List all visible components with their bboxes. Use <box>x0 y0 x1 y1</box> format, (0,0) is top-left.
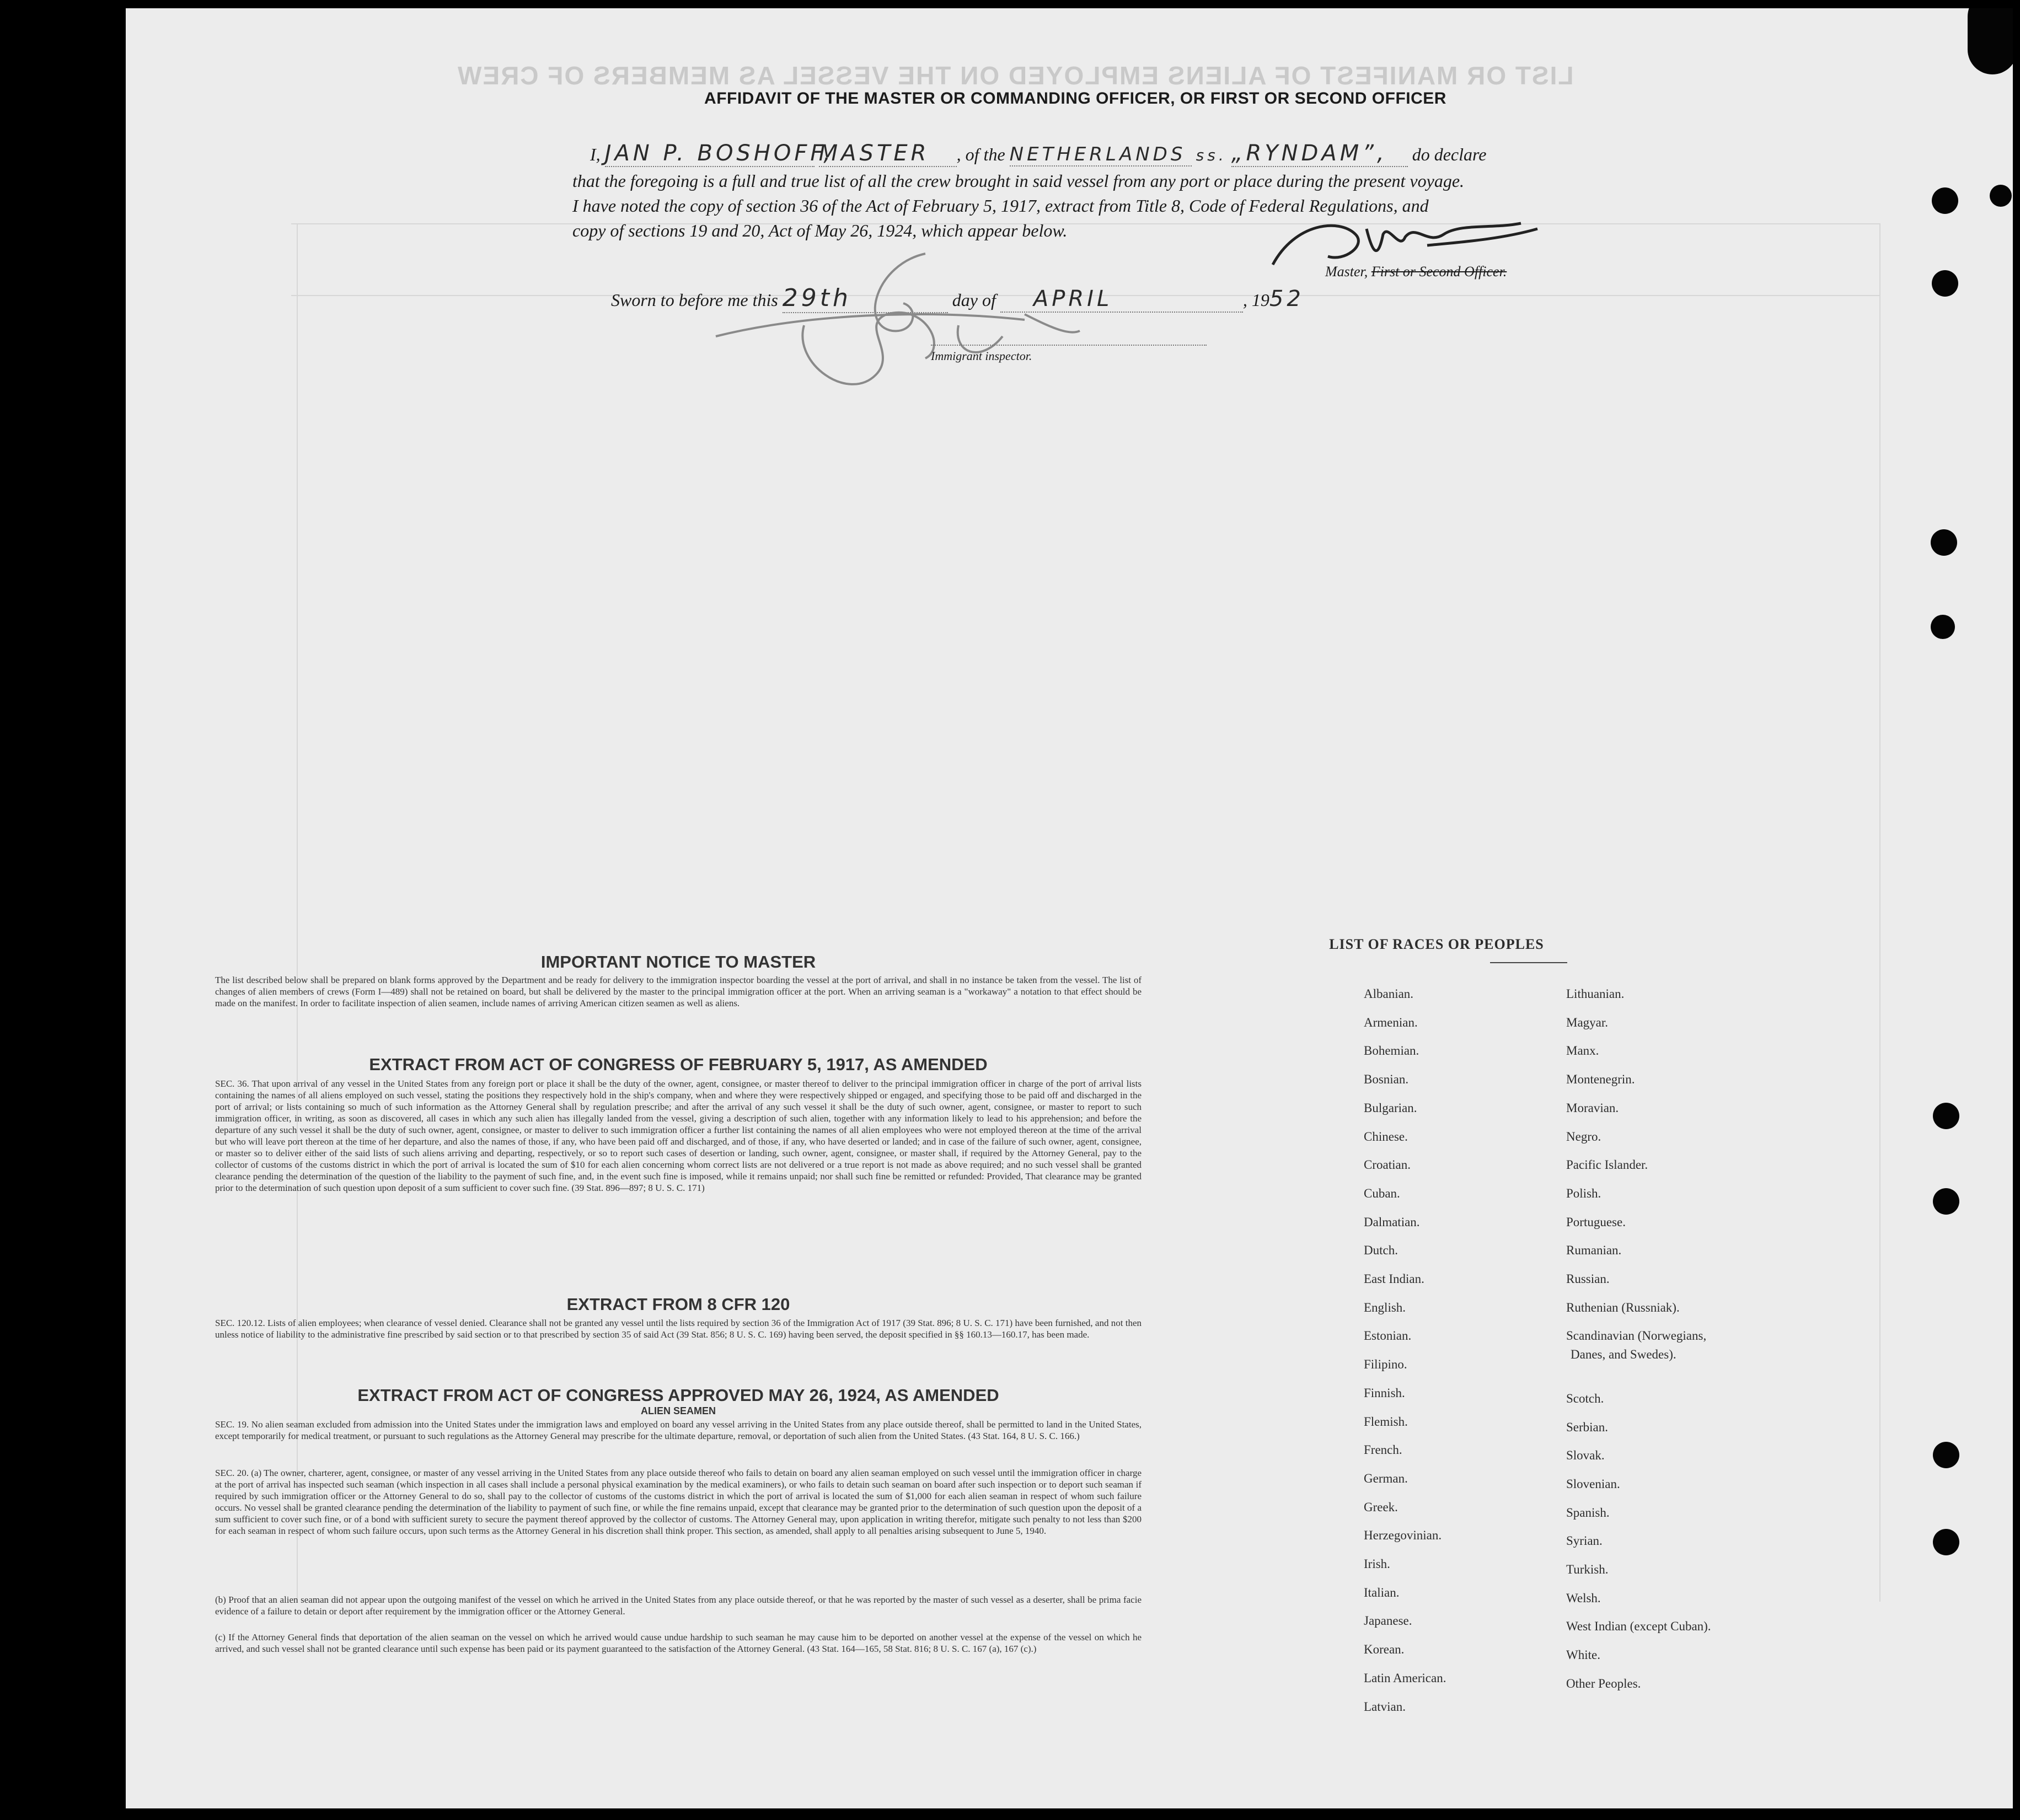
sworn-day: 29th <box>783 284 948 313</box>
extract-1924-sec20c: (c) If the Attorney General finds that deportation of the alien seaman on the vessel on which he arrived would cause undue hardship to such seaman he may cause him to be deported on another vessel at the expense of the vessel on which he arrived, and such vessel shall not be granted clearance until such expense has been paid or its payment guaranteed to the satisfaction of the Attorney General. (43 Stat. 164—165, 58 Stat. 816; 8 U. S. C. 167 (a), 167 (c).) <box>215 1632 1142 1654</box>
inspector-signature <box>694 243 1091 408</box>
punch-hole <box>1933 1529 1959 1555</box>
race-right-item: Rumanian. <box>1566 1243 1622 1257</box>
sworn-label: Sworn to before me this <box>611 290 778 310</box>
punch-hole <box>1933 1103 1959 1129</box>
race-left-item: French. <box>1364 1443 1402 1457</box>
race-left-item: Latin American. <box>1364 1671 1446 1685</box>
race-left-item: Filipino. <box>1364 1357 1407 1371</box>
caption-master: Master, <box>1325 264 1368 280</box>
bleed-through-title: LIST OR MANIFEST OF ALIENS EMPLOYED ON THE VESSEL AS MEMBERS OF CREW <box>457 61 1574 90</box>
race-right-item: Welsh. <box>1566 1591 1601 1605</box>
extract-cfr-heading: EXTRACT FROM 8 CFR 120 <box>566 1295 790 1314</box>
vessel-nationality: NETHERLANDS <box>1010 143 1192 167</box>
race-left-item: Flemish. <box>1364 1415 1408 1429</box>
affidavit-word: do declare <box>1412 144 1487 164</box>
race-right-item: Ruthenian (Russniak). <box>1566 1301 1680 1314</box>
inspector-caption: Immigrant inspector. <box>931 349 1032 363</box>
race-right-item: Polish. <box>1566 1187 1601 1200</box>
extract-1924-sec20b: (b) Proof that an alien seaman did not appear upon the outgoing manifest of the vessel on which he arrived in the United States from any place outside thereof, or that he was reported by the master of such vessel as a deserter, shall be prima facie evidence of a failure to detain or deport after requirement by the immigration officer or the Attorney General. <box>215 1594 1142 1617</box>
extract-1924-heading: EXTRACT FROM ACT OF CONGRESS APPROVED MAY 26, 1924, AS AMENDED <box>357 1386 999 1405</box>
punch-hole <box>1931 615 1955 639</box>
vessel-name: „RYNDAM”, <box>1231 141 1408 167</box>
race-left-item: Latvian. <box>1364 1700 1406 1714</box>
race-left-item: Armenian. <box>1364 1016 1418 1029</box>
races-title: LIST OF RACES OR PEOPLES <box>1329 936 1544 952</box>
race-right-item: Serbian. <box>1566 1420 1609 1434</box>
race-right-item: Pacific Islander. <box>1566 1158 1648 1172</box>
notice-text: The list described below shall be prepared on blank forms approved by the Department and be ready for delivery to the immigration inspector boarding the vessel at the port of arrival, and shall in no instance be taken from the vessel. The list of changes of alien members of crews (Form I—489) shall not be retained on board, but shall be delivered by the master to the principal immigration officer at the port. When an arriving seaman is a "workaway" a notation to that effect should be made on the manifest. In order to facilitate inspection of alien seamen, include names of arriving American citizen seamen as well as aliens. <box>215 975 1142 1008</box>
race-left-item: Japanese. <box>1364 1614 1412 1628</box>
affidavit-line-2: that the foregoing is a full and true list of all the crew brought in said vessel from any port or place during the present voyage. <box>572 171 1465 191</box>
sworn-month: APRIL <box>1000 286 1243 313</box>
notice-heading: IMPORTANT NOTICE TO MASTER <box>540 952 816 971</box>
race-right-item: Syrian. <box>1566 1534 1603 1548</box>
extract-1924-sec20a: SEC. 20. (a) The owner, charterer, agent, consignee, or master of any vessel arriving in the United States from any place outside thereof who fails to detain on board any alien seaman employed on such vessel until the immigration officer in charge at the port of arrival has inspected such seaman (which inspection in all cases shall include a personal physical examination by the medical examiners), or who fails to detain such seaman on board after such inspection or to deport such seaman if required by such immigration officer or the Attorney General to do so, shall pay to the collector of customs of the customs district in which the port of arrival is located the sum of $1,000 for each alien seaman in respect of whom such failure occurs. No vessel shall be granted clearance pending the determination of the liability to payment of such fine, or while the fine remains unpaid, except that clearance may be granted prior to the determination of such question upon the deposit of a sum sufficient to cover such fine, or of a bond with sufficient surety to secure the payment thereof approved by the collector of customs. The Attorney General may, upon application in writing therefor, mitigate such penalty to not less than $200 for each seaman in respect of whom such failure occurs, upon such terms as the Attorney General in his discretion shall think proper. This section, as amended, shall apply to all penalties arising subsequent to June 5, 1940. <box>215 1468 1142 1536</box>
master-name: JAN P. BOSHOFF, <box>604 141 834 166</box>
punch-hole <box>1932 270 1958 297</box>
race-right-item: Other Peoples. <box>1566 1677 1641 1690</box>
bleed-through-rule <box>1879 223 1880 1602</box>
bleed-through-rule <box>291 223 1879 224</box>
race-left-item: German. <box>1364 1472 1408 1485</box>
race-left-item: Herzegovinian. <box>1364 1528 1442 1542</box>
extract-1917-heading: EXTRACT FROM ACT OF CONGRESS OF FEBRUARY 5, 1917, AS AMENDED <box>369 1055 988 1074</box>
race-left-item: Croatian. <box>1364 1158 1411 1172</box>
race-left-item: Bohemian. <box>1364 1044 1419 1057</box>
caption-struck-officer: First or Second Officer. <box>1371 264 1507 280</box>
race-left-item: Chinese. <box>1364 1130 1408 1143</box>
day-of-label: day of <box>952 290 996 310</box>
race-right-item: Danes, and Swedes). <box>1571 1347 1676 1361</box>
affidavit-line-4: copy of sections 19 and 20, Act of May 26, 1924, which appear below. <box>572 221 1068 240</box>
ss-marker: ss. <box>1196 146 1227 164</box>
race-left-item: Italian. <box>1364 1586 1400 1599</box>
races-title-rule <box>1490 962 1567 963</box>
inspector-signature-line <box>931 345 1207 346</box>
race-right-item: Lithuanian. <box>1566 987 1625 1001</box>
extract-1924-sec19: SEC. 19. No alien seaman excluded from admission into the United States under the immigration laws and employed on board any vessel arriving in the United States from any place outside thereof, shall be permitted to land in the United States, except temporarily for medical treatment, or pursuant to such regulations as the Attorney General may prescribe for the ultimate departure, removal, or deportation of such alien from the United States. (43 Stat. 164, 8 U. S. C. 166.) <box>215 1419 1142 1441</box>
race-right-item: Montenegrin. <box>1566 1072 1635 1086</box>
signature-caption <box>1325 264 1507 280</box>
punch-hole <box>1931 529 1957 556</box>
race-left-item: Irish. <box>1364 1557 1390 1571</box>
extract-1924-subheading: ALIEN SEAMEN <box>640 1405 716 1416</box>
race-left-item: Bulgarian. <box>1364 1101 1417 1115</box>
race-left-item: Greek. <box>1364 1500 1398 1514</box>
race-left-item: Dalmatian. <box>1364 1215 1420 1229</box>
race-right-item: Magyar. <box>1566 1016 1609 1029</box>
torn-corner <box>1968 8 2013 74</box>
race-left-item: Korean. <box>1364 1642 1405 1656</box>
race-right-item: Spanish. <box>1566 1506 1610 1520</box>
master-rank: MASTER <box>819 141 957 167</box>
punch-hole <box>1990 185 2012 207</box>
race-right-item: Manx. <box>1566 1044 1599 1057</box>
affidavit-line-1 <box>590 141 1486 167</box>
affidavit-line-3: I have noted the copy of section 36 of the Act of February 5, 1917, extract from Title 8, Code of Federal Regulations, and <box>572 196 1429 216</box>
race-right-item: Turkish. <box>1566 1563 1609 1576</box>
race-left-item: Estonian. <box>1364 1329 1412 1343</box>
race-left-item: East Indian. <box>1364 1272 1424 1286</box>
race-right-item: Slovenian. <box>1566 1477 1620 1491</box>
race-left-item: Cuban. <box>1364 1187 1400 1200</box>
race-left-item: Bosnian. <box>1364 1072 1409 1086</box>
affidavit-title: AFFIDAVIT OF THE MASTER OR COMMANDING OFFICER, OR FIRST OR SECOND OFFICER <box>704 89 1446 108</box>
race-left-item: Finnish. <box>1364 1386 1405 1400</box>
extract-cfr-text: SEC. 120.12. Lists of alien employees; when clearance of vessel denied. Clearance shall not be granted any vessel until the lists required by section 36 of the Immigration Act of 1917 (39 Stat. 896; 8 U. S. C. 171) have been furnished, and not then unless notice of liability to the administrative fine prescribed by said section or to that prescribed by section 35 of said Act (39 Stat. 856; 8 U. S. C. 169) having been served, the deposit specified in §§ 160.13—160.17, has been made. <box>215 1318 1142 1340</box>
affidavit-word: I, <box>590 144 601 164</box>
year-prefix: , 19 <box>1242 290 1269 310</box>
punch-hole <box>1932 187 1958 214</box>
race-right-item: Scandinavian (Norwegians, <box>1566 1329 1707 1343</box>
race-left-item: English. <box>1364 1301 1406 1314</box>
race-right-item: White. <box>1566 1648 1600 1662</box>
year-suffix: 52 <box>1269 286 1304 312</box>
punch-hole <box>1933 1442 1959 1468</box>
affidavit-word: , of the <box>956 144 1005 164</box>
race-right-item: Negro. <box>1566 1130 1601 1143</box>
punch-hole <box>1933 1188 1959 1215</box>
race-right-item: Scotch. <box>1566 1392 1604 1405</box>
race-left-item: Albanian. <box>1364 987 1414 1001</box>
manifest-page <box>126 8 2013 1808</box>
race-right-item: West Indian (except Cuban). <box>1566 1619 1711 1633</box>
race-left-item: Dutch. <box>1364 1243 1398 1257</box>
race-right-item: Moravian. <box>1566 1101 1619 1115</box>
extract-1917-text: SEC. 36. That upon arrival of any vessel in the United States from any foreign port or place it shall be the duty of the owner, agent, consignee, or master thereof to deliver to the principal immigration officer in charge of the port of arrival lists containing the names of all aliens employed on such vessel, stating the positions they respectively hold in the ship's company, when and where they were respectively shipped or engaged, and specifying those to be paid off and discharged in the port of arrival; or lists containing so much of such information as the Attorney General shall by regulation prescribe; and after the arrival of any such vessel it shall be the duty of such owner, agent, consignee, or master to report to such immigration officer, in writing, as soon as discovered, all cases in which any such alien has illegally landed from the vessel, giving a description of such alien, together with any information likely to lead to his apprehension; and before the departure of any such vessel it shall be the duty of such owner, agent, consignee, or master to deliver to such immigration officer a further list containing the names of all alien employees who were not employed thereon at the time of the arrival but who will leave port thereon at the time of her departure, and also the names of those, if any, who have been paid off and discharged, and of those, if any, who have deserted or landed; and in case of the failure of such owner, agent, consignee, or master so to deliver either of the said lists of such aliens arriving and departing, respectively, or so to report such cases of desertion or landing, such owner, agent, consignee, or master shall, if required by the Attorney General, pay to the collector of customs of the customs district in which the port of arrival is located the sum of $10 for each alien concerning whom correct lists are not delivered or a true report is not made as above required; and no such vessel shall be granted clearance pending the determination of the question of the liability to the payment of such fine, and, in the event such fine is imposed, while it remains unpaid; nor shall such fine be remitted or refunded: Provided, That clearance may be granted prior to the determination of such question upon deposit of a sum sufficient to cover such fine. (39 Stat. 896—897; 8 U. S. C. 171) <box>215 1078 1142 1193</box>
race-right-item: Russian. <box>1566 1272 1610 1286</box>
race-right-item: Portuguese. <box>1566 1215 1626 1229</box>
race-right-item: Slovak. <box>1566 1448 1605 1462</box>
